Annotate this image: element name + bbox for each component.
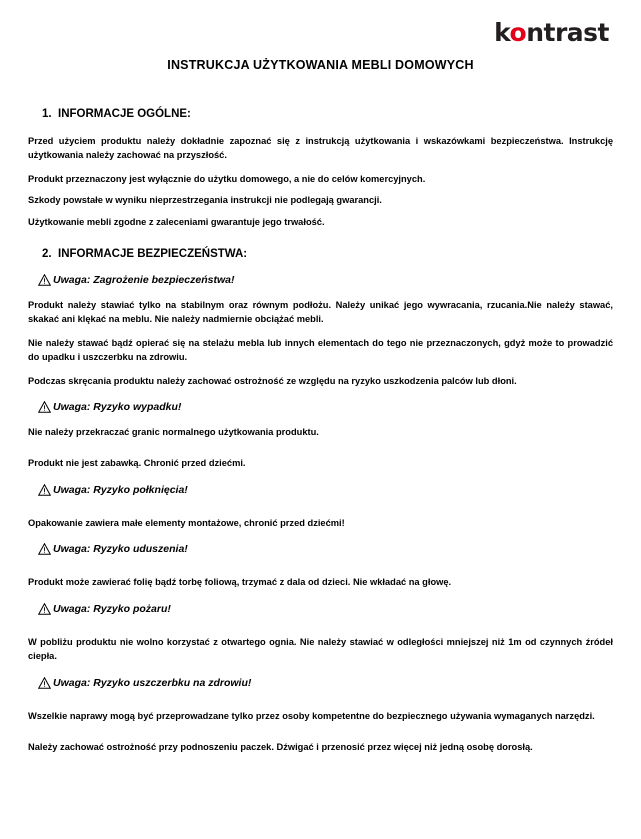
section-title: INFORMACJE BEZPIECZEŃSTWA:	[58, 248, 248, 261]
page-title: INSTRUKCJA UŻYTKOWANIA MEBLI DOMOWYCH	[167, 58, 474, 72]
paragraph: Należy zachować ostrożność przy podnoszeniu paczek. Dźwigać i przenosić przez więcej niż jedną osobę dorosłą.	[28, 741, 533, 752]
warning-triangle-icon	[38, 484, 51, 496]
warning-heading	[28, 484, 613, 496]
warning-label: Uwaga: Ryzyko połknięcia!	[53, 483, 188, 496]
warning-triangle-icon	[38, 274, 51, 286]
section-number: 1.	[42, 108, 52, 120]
paragraph: Opakowanie zawiera małe elementy montażowe, chronić przed dziećmi!	[28, 517, 345, 528]
paragraph: Produkt nie jest zabawką. Chronić przed dziećmi.	[28, 458, 246, 469]
section-number: 2.	[42, 248, 52, 261]
warning-label: Uwaga: Ryzyko pożaru!	[53, 602, 171, 615]
paragraph: Przed użyciem produktu należy dokładnie zapoznać się z instrukcją użytkowania i wskazówkami bezpieczeństwa. Instrukcję użytkowania należy zachować na przyszłość.	[28, 136, 613, 161]
paragraph: Nie należy przekraczać granic normalnego użytkowania produktu.	[28, 427, 319, 438]
warning-label: Uwaga: Zagrożenie bezpieczeństwa!	[53, 274, 235, 287]
warning-label: Uwaga: Ryzyko uduszenia!	[53, 543, 188, 556]
section-heading-general	[28, 108, 613, 120]
warning-triangle-icon	[38, 401, 51, 413]
section-heading-safety	[28, 248, 613, 260]
paragraph: Nie należy stawać bądź opierać się na stelażu mebla lub innych elementach do tego nie przeznaczonych, gdyż może to prowadzić do upadku i uszczerbku na zdrowiu.	[28, 337, 613, 363]
warning-heading	[28, 274, 613, 286]
paragraph: Produkt przeznaczony jest wyłącznie do użytku domowego, a nie do celów komercyjnych.	[28, 173, 426, 184]
paragraph: Podczas skręcania produktu należy zachować ostrożność ze względu na ryzyko uszkodzenia palców lub dłoni.	[28, 375, 517, 386]
logo-text-tail: ntrast	[526, 18, 609, 47]
warning-heading	[28, 543, 613, 555]
warning-label: Uwaga: Ryzyko wypadku!	[53, 401, 182, 414]
paragraph: Wszelkie naprawy mogą być przeprowadzane tylko przez osoby kompetentne do bezpiecznego używania wymaganych narzędzi.	[28, 710, 595, 721]
warning-heading	[28, 401, 613, 413]
warning-heading	[28, 677, 613, 689]
paragraph: Szkody powstałe w wyniku nieprzestrzegania instrukcji nie podlegają gwarancji.	[28, 195, 382, 206]
brand-logo	[494, 20, 609, 45]
section-title: INFORMACJE OGÓLNE:	[58, 108, 191, 120]
warning-label: Uwaga: Ryzyko uszczerbku na zdrowiu!	[53, 676, 252, 689]
paragraph: Produkt należy stawiać tylko na stabilnym oraz równym podłożu. Należy unikać jego wywracania, rzucania.Nie należy stawać, skakać ani klękać na meblu. Nie należy nadmiernie obciążać mebli.	[28, 300, 613, 325]
warning-triangle-icon	[38, 677, 51, 689]
paragraph: W pobliżu produktu nie wolno korzystać z otwartego ognia. Nie należy stawiać w odległości mniejszej niż 1m od czynnych źródeł ciepła.	[28, 636, 613, 662]
document-body	[28, 108, 613, 763]
logo-text-lead: k	[494, 18, 510, 47]
paragraph: Produkt może zawierać folię bądź torbę foliową, trzymać z dala od dzieci. Nie wkładać na głowę.	[28, 577, 452, 588]
warning-triangle-icon	[38, 543, 51, 555]
warning-triangle-icon	[38, 603, 51, 615]
paragraph: Użytkowanie mebli zgodne z zaleceniami gwarantuje jego trwałość.	[28, 216, 325, 227]
warning-heading	[28, 603, 613, 615]
logo-text-accent: o	[509, 18, 527, 47]
